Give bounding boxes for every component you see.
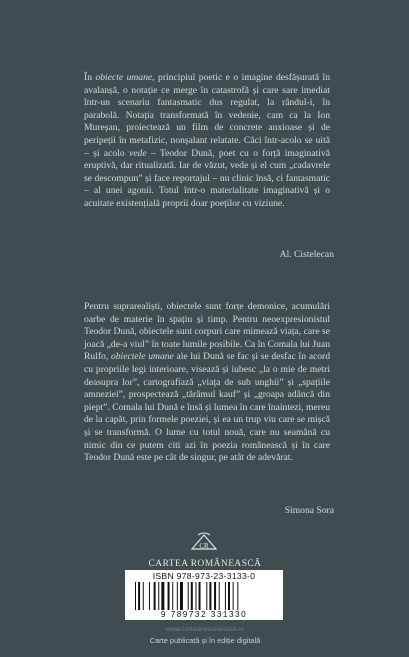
barcode-label bbox=[125, 570, 283, 620]
barcode-bar bbox=[138, 582, 140, 610]
blurb-sora bbox=[84, 301, 330, 465]
barcode-bar bbox=[154, 582, 156, 610]
barcode-bar bbox=[233, 582, 234, 610]
barcode-bar bbox=[225, 582, 226, 610]
blurb1-text: , principiul poetic e o imagine desfășurată în avalanșă, o notație ce merge în catastrofă și care sare imediat într-un scenariu fantasmatic dus regulat, la rândul-i, în parabolă. Notația transformată în vedenie, cam ca la Ion Mureșan, proiectează un film de concrete anxioase și de peripeții în metafizic, nonșalant relatate. Căci într-acolo se uită – și acolo bbox=[84, 72, 330, 159]
digital-edition-note: Carte publicată și în ediție digitală bbox=[149, 636, 261, 645]
barcode-bar bbox=[188, 582, 189, 610]
barcode-bar bbox=[195, 582, 196, 610]
book-title-italic: obiecte umane bbox=[95, 72, 153, 83]
barcode-bar bbox=[168, 582, 170, 610]
barcode-bar bbox=[161, 582, 164, 610]
publisher-logo bbox=[190, 531, 218, 553]
signature-cistelecan: Al. Cistelecan bbox=[279, 249, 334, 260]
blurb-cistelecan bbox=[84, 72, 330, 211]
barcode-bar bbox=[149, 582, 150, 610]
barcode bbox=[135, 582, 275, 610]
blurb2-text-a: Pentru suprarealiști, obiectele sunt forțe demonice, acumulări oarbe de materie în spațiu și timp. Pentru neoexpresionistul Teodor Dună, obiectele sunt corpuri care mimează viața, care se joacă „de-a viul” în toate lumile posibile. Ca în Comala lui Juan Rulfo, bbox=[84, 301, 330, 363]
blurb2-text-b: ale lui Dună se fac și se desfac în acord cu propriile legi interioare, visează și iubesc „la o mie de metri deasupra lor”, cartografiază „viața de sub unghii” și „spațiile amneziei”, prospectează „tărâmul kauf” și „groapa adâncă din piept”. Comala lui Dună e însă și lumea în care înaintezi, mereu de la capăt, prin formele poeziei, și ea un trup viu care se mișcă și se transformă. O lume cu totul nouă, care nu seamănă cu nimic din ce putem citi azi în poezia românească și în care Teodor Dună este pe cât de singur, pe atât de adevărat. bbox=[84, 351, 330, 464]
barcode-bar bbox=[219, 582, 220, 610]
barcode-bar bbox=[237, 582, 238, 610]
barcode-bar bbox=[158, 582, 159, 610]
barcode-bar bbox=[180, 582, 183, 610]
logo-letters: CR bbox=[199, 542, 209, 550]
barcode-bar bbox=[206, 582, 207, 610]
isbn-text: ISBN 978-973-23-3133-0 bbox=[152, 571, 256, 581]
signature-sora: Simona Sora bbox=[284, 505, 334, 516]
barcode-bar bbox=[199, 582, 201, 610]
blurb1-intro: În bbox=[84, 72, 96, 83]
barcode-bar bbox=[135, 582, 136, 610]
publisher-website: www.cartearomaneasca.ro bbox=[165, 626, 245, 633]
barcode-digits: 9 789732 331330 bbox=[160, 610, 248, 619]
barcode-bar bbox=[228, 582, 230, 610]
barcode-bar bbox=[177, 582, 178, 610]
barcode-bar bbox=[191, 582, 193, 610]
blurb1-ending: – Teodor Dună, poet cu o forță imaginativă eruptivă, dar ritualizată. Iar de văzut, vede și el cum „cadavrele se descompun” și face reportajul – nu clinic însă, ci fantasmatic – al unei agonii. Totul într-o materialitate imaginativă și o acuitate existențială proprii doar poeților cu viziune. bbox=[84, 147, 331, 209]
publisher-name: CARTEA ROMÂNEASCĂ bbox=[148, 559, 262, 569]
barcode-bar bbox=[143, 582, 144, 610]
barcode-bar bbox=[214, 582, 216, 610]
barcode-bar bbox=[209, 582, 211, 610]
book-title-italic: obiectele umane bbox=[110, 351, 174, 363]
barcode-bar bbox=[172, 582, 173, 610]
italic-word-vede: vede bbox=[129, 147, 147, 159]
